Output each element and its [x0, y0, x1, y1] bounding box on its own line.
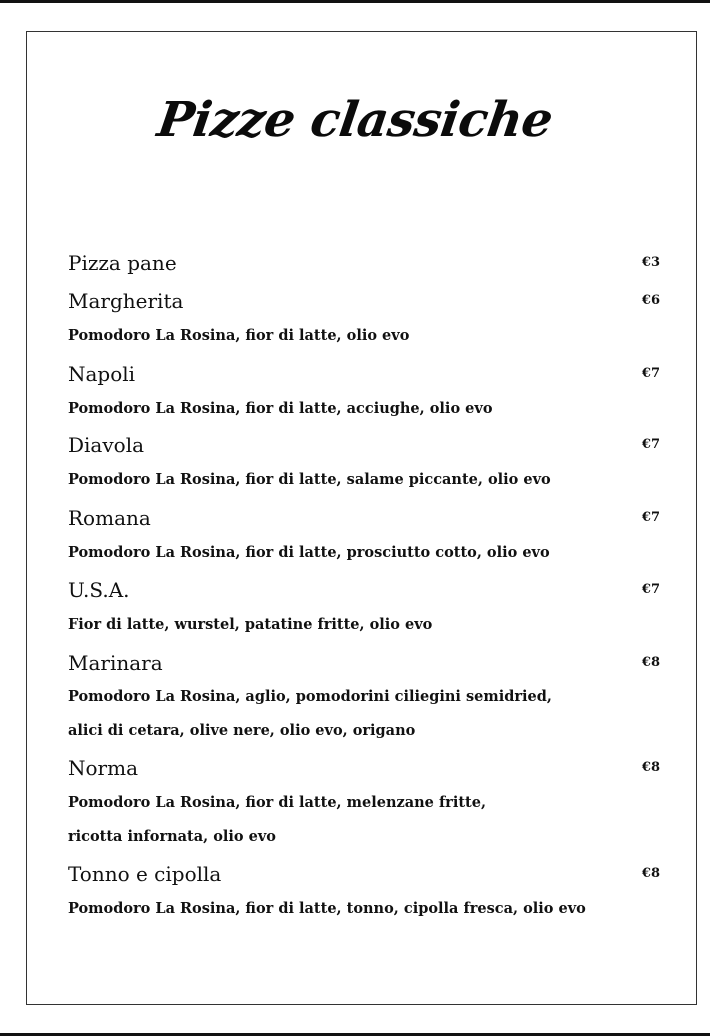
dish-price: €8	[641, 760, 660, 775]
dish-description-line: Pomodoro La Rosina, fior di latte, prosciutto cotto, olio evo	[68, 544, 550, 561]
menu-item-norma	[68, 754, 660, 782]
dish-description	[68, 542, 660, 564]
menu-item-tonno-e-cipolla	[68, 860, 660, 888]
dish-name: U.S.A.	[68, 578, 130, 602]
dish-description-line: alici di cetara, olive nere, olio evo, origano	[68, 722, 416, 739]
dish-price: €7	[641, 366, 660, 381]
dish-description-line: Fior di latte, wurstel, patatine fritte, olio evo	[68, 616, 433, 633]
dish-name: Romana	[68, 506, 151, 530]
dish-name: Pizza pane	[68, 251, 177, 275]
menu-title: Pizze classiche	[154, 92, 556, 148]
dish-name: Tonno e cipolla	[68, 862, 222, 886]
dish-description	[68, 614, 660, 636]
menu-item-diavola	[68, 431, 660, 459]
menu-item-pizza-pane	[68, 249, 660, 277]
menu-item-napoli	[68, 360, 660, 388]
menu-item-usa	[68, 576, 660, 604]
dish-description	[68, 325, 660, 347]
dish-description	[68, 686, 660, 742]
dish-description-line: ricotta infornata, olio evo	[68, 828, 276, 845]
dish-price: €7	[641, 582, 660, 597]
dish-name: Norma	[68, 756, 138, 780]
dish-name: Margherita	[68, 289, 184, 313]
dish-description	[68, 792, 660, 848]
dish-name: Napoli	[68, 362, 136, 386]
dish-name: Diavola	[68, 433, 145, 457]
dish-name: Marinara	[68, 651, 163, 675]
dish-price: €7	[641, 437, 660, 452]
dish-description-line: Pomodoro La Rosina, fior di latte, tonno, cipolla fresca, olio evo	[68, 900, 586, 917]
dish-price: €8	[641, 866, 660, 881]
dish-price: €3	[641, 255, 660, 270]
menu-item-margherita	[68, 287, 660, 315]
dish-description	[68, 398, 660, 420]
top-border-rule	[0, 0, 710, 3]
dish-description-line: Pomodoro La Rosina, fior di latte, acciughe, olio evo	[68, 400, 493, 417]
dish-price: €8	[641, 655, 660, 670]
dish-price: €7	[641, 510, 660, 525]
dish-description	[68, 469, 660, 491]
dish-description-line: Pomodoro La Rosina, fior di latte, melenzane fritte,	[68, 794, 486, 811]
dish-description-line: Pomodoro La Rosina, fior di latte, salame piccante, olio evo	[68, 471, 551, 488]
menu-item-romana	[68, 504, 660, 532]
dish-description	[68, 898, 660, 920]
dish-description-line: Pomodoro La Rosina, aglio, pomodorini ciliegini semidried,	[68, 688, 552, 705]
dish-price: €6	[641, 293, 660, 308]
dish-description-line: Pomodoro La Rosina, fior di latte, olio evo	[68, 327, 410, 344]
menu-item-marinara	[68, 649, 660, 677]
